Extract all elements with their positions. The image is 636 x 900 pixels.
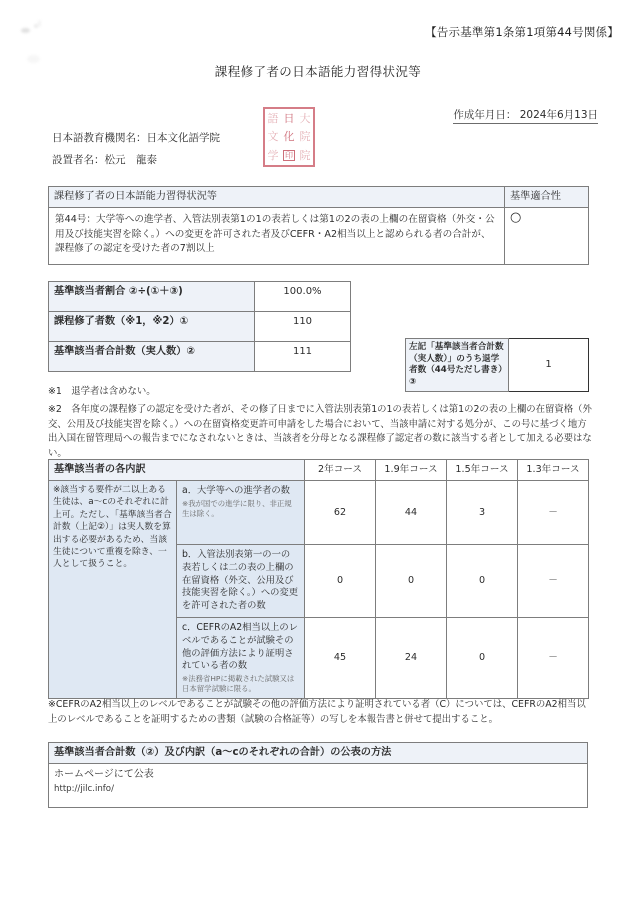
value-c-1-5y: 0 [447,617,518,698]
criteria-conformity-table [48,186,589,265]
breakdown-side-note: ※該当する要件が二以上ある生徒は、a～cのそれぞれに計上可。ただし、「基準該当者合計数（上記②）」は実人数を算出する必要があるため、当該生徒について重複を除き、一人として扱うこと。 [49,481,177,699]
value-b-1-9y: 0 [376,545,447,618]
course-header-1-9y: 1.9年コース [376,460,447,481]
seal-char: 化 [283,130,295,144]
table-row [49,342,351,372]
table-row [49,481,589,545]
seal-inkan-box: 印 [285,150,293,160]
breakdown-item-c-label: c．CEFRのA2相当以上のレベルであることが試験その他の評価方法により証明されている者の数 [182,621,298,672]
red-square-seal-icon [263,107,315,167]
publication-body [49,764,588,808]
value-b-1-5y: 0 [447,545,518,618]
conformity-column-header: 基準適合性 [505,187,589,208]
publication-method-text: ホームページにて公表 [54,769,154,780]
creation-date-value: 2024年6月13日 [519,109,598,121]
scan-artifact-icon [38,20,41,27]
completers-label: 課程修了者数（※1，※2）① [49,312,255,342]
value-a-1-3y: － [518,481,589,545]
value-c-1-9y: 24 [376,617,447,698]
course-header-1-5y: 1.5年コース [447,460,518,481]
publication-method-table [48,742,588,808]
value-b-1-3y: － [518,545,589,618]
qualified-total-label: 基準該当者合計数（実人数）② [49,342,255,372]
course-header-2y: 2年コース [305,460,376,481]
organization-block [52,127,220,171]
breakdown-item-c-note: ※法務省HPに掲載された試験又は日本留学試験に限る。 [182,674,295,694]
table-row [49,312,351,342]
breakdown-item-a-note: ※我が国での進学に限り、非正規生は除く。 [182,498,292,518]
value-c-1-3y: － [518,617,589,698]
counts-table [48,281,351,372]
kanpo-reference: 【告示基準第1条第1項第44号関係】 [425,25,619,39]
footnote-3: ※CEFRのA2相当以上のレベルであることが試験その他の評価方法により証明されている者（C）については、CEFRのA2相当以上のレベルであることを証明するための書類（試験の合格証等）の写しを本報告書と併せて提出すること。 [48,699,586,725]
dropouts-label: 左記「基準該当者合計数（実人数）」のうち退学者数（44号ただし書き）③ [406,339,509,392]
seal-char: 院 [299,149,311,163]
page-title: 課程修了者の日本語能力習得状況等 [214,64,422,79]
completers-value: 110 [255,312,351,342]
criteria-column-header: 課程修了者の日本語能力習得状況等 [49,187,505,208]
seal-char: 日 [283,111,295,125]
seal-inkan-char [281,146,297,165]
scan-artifact-icon [21,28,30,33]
value-a-1-9y: 44 [376,481,447,545]
table-row [406,339,589,392]
qualified-total-value: 111 [255,342,351,372]
breakdown-item-a-label: a．大学等への進学者の数 [182,485,290,496]
breakdown-item-b [177,545,305,618]
footnote-1: ※1 退学者は含めない。 [48,386,156,397]
seal-char: 文 [267,130,279,144]
ratio-value: 100.0% [255,282,351,312]
value-a-2y: 62 [305,481,376,545]
seal-char: 学 [267,149,279,163]
course-header-1-3y: 1.3年コース [518,460,589,481]
value-c-2y: 45 [305,617,376,698]
seal-char: 大 [299,111,311,125]
seal-char: 院 [299,130,311,144]
footnote-2: ※2 各年度の課程修了の認定を受けた者が、その修了日までに入管法別表第1の1の表若しくは第1の2の表の上欄の在留資格（外交、公用及び技能実習を除く。）への在留資格変更許可申請をした場合において、当該申請に対する処分が、この号に基づく地方出入国在留管理局への報告までになされないときは、当該者を分母となる課程修了認定者の数に該当する者として加える必要はない。 [48,404,592,459]
publication-url[interactable]: http://jilc.info/ [54,784,114,794]
breakdown-table [48,459,589,699]
institution-name: 日本語教育機関名：日本文化語学院 [52,132,220,144]
conformity-mark: ○ [505,208,589,265]
creation-date [453,107,598,124]
creation-date-label: 作成年月日： [453,109,517,121]
value-b-2y: 0 [305,545,376,618]
table-row [49,282,351,312]
dropouts-value: 1 [509,339,589,392]
criteria-text: 第44号：大学等への進学者、入管法別表第1の1の表若しくは第1の2の表の上欄の在留資格（外交・公用及び技能実習を除く。）への変更を許可された者及びCEFR・A2相当以上と認められる者の合計が、課程修了の認定を受けた者の7割以上 [49,208,505,265]
publication-header: 基準該当者合計数（②）及び内訳（a～cのそれぞれの合計）の公表の方法 [49,743,588,764]
dropouts-table [405,338,589,392]
value-a-1-5y: 3 [447,481,518,545]
breakdown-item-b-label: b．入管法別表第一の一の表若しくは二の表の上欄の在留資格（外交、公用及び技能実習を除く。）への変更を許可された者の数 [182,549,299,612]
seal-char: 語 [267,111,279,125]
breakdown-title: 基準該当者の各内訳 [49,460,305,481]
breakdown-item-a [177,481,305,545]
breakdown-item-c [177,617,305,698]
founder-name: 設置者名：松元 龍泰 [52,154,157,166]
ratio-label: 基準該当者割合 ②÷(①＋③) [49,282,255,312]
